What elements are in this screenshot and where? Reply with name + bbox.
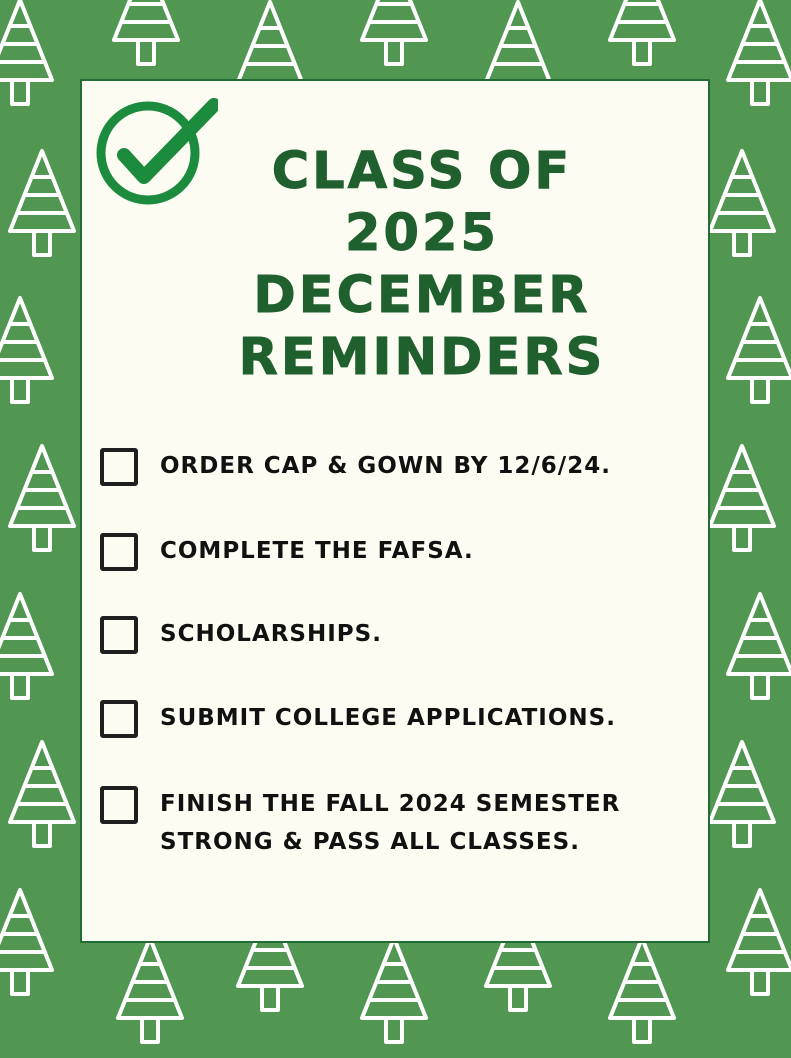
christmas-tree-icon xyxy=(722,884,791,1010)
page-title xyxy=(142,141,702,389)
christmas-tree-icon xyxy=(356,932,432,1058)
reminder-text: COMPLETE THE FAFSA. xyxy=(160,538,474,564)
reminder-item-fafsa xyxy=(100,532,690,571)
christmas-tree-icon xyxy=(704,736,780,862)
reminder-checkbox[interactable] xyxy=(100,533,138,571)
reminder-text: SCHOLARSHIPS. xyxy=(160,621,382,647)
reminder-item-college-applications xyxy=(100,699,690,738)
reminder-item-scholarships xyxy=(100,615,690,654)
christmas-tree-icon xyxy=(704,440,780,566)
christmas-tree-icon xyxy=(0,0,58,120)
christmas-tree-icon xyxy=(722,0,791,120)
christmas-tree-icon xyxy=(604,0,680,80)
christmas-tree-icon xyxy=(0,292,58,418)
reminder-checkbox[interactable] xyxy=(100,786,138,824)
title-line-3: DECEMBER xyxy=(253,266,591,325)
christmas-tree-icon xyxy=(722,292,791,418)
christmas-tree-icon xyxy=(356,0,432,80)
reminder-text: FINISH THE FALL 2024 SEMESTER STRONG & PASS ALL CLASSES. xyxy=(160,791,621,855)
christmas-tree-icon xyxy=(704,145,780,271)
christmas-tree-icon xyxy=(4,145,80,271)
reminders-card xyxy=(80,79,710,943)
christmas-tree-icon xyxy=(0,588,58,714)
christmas-tree-icon xyxy=(108,0,184,80)
christmas-tree-icon xyxy=(0,884,58,1010)
title-line-4: REMINDERS xyxy=(238,328,606,387)
christmas-tree-icon xyxy=(722,588,791,714)
christmas-tree-icon xyxy=(604,932,680,1058)
christmas-tree-icon xyxy=(112,932,188,1058)
reminder-text: SUBMIT COLLEGE APPLICATIONS. xyxy=(160,705,616,731)
reminder-text: ORDER CAP & GOWN BY 12/6/24. xyxy=(160,453,611,479)
christmas-tree-icon xyxy=(4,440,80,566)
reminder-checkbox[interactable] xyxy=(100,700,138,738)
title-line-1: CLASS OF xyxy=(271,142,573,201)
reminder-checkbox[interactable] xyxy=(100,448,138,486)
title-line-2: 2025 xyxy=(345,204,499,263)
reminder-item-cap-gown xyxy=(100,447,690,486)
reminder-checkbox[interactable] xyxy=(100,616,138,654)
reminder-item-fall-semester xyxy=(100,785,690,861)
christmas-tree-icon xyxy=(4,736,80,862)
